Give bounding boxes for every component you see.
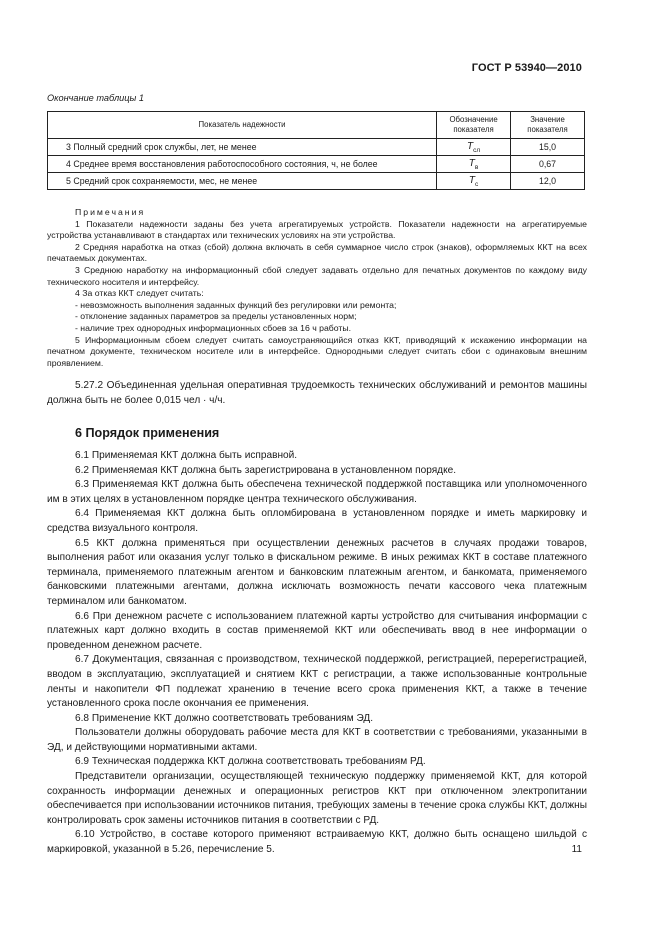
paragraph: 6.6 При денежном расчете с использованием платежной карты устройство для считывания информации с платежных карт должно входить в состав применяемой ККТ или обеспечивать ввод в нее информации о проведенном денежном расчете. [47, 610, 587, 651]
row-name: 4 Среднее время восстановления работоспособного состояния, ч, не более [48, 156, 437, 173]
row-value: 0,67 [511, 156, 585, 173]
section-title: 6 Порядок применения [75, 426, 220, 440]
row-value: 15,0 [511, 139, 585, 156]
paragraph: 6.3 Применяемая ККТ должна быть обеспечена технической поддержкой поставщика или уполномоченного им в этих целях в установленном порядке центра технического обслуживания. [47, 479, 587, 505]
paragraph: 6.2 Применяемая ККТ должна быть зарегистрирована в установленном порядке. [75, 464, 457, 476]
row-value: 12,0 [511, 173, 585, 190]
header-symbol: Обозначение показателя [437, 112, 511, 139]
paragraph-5-27-2-block [47, 379, 587, 408]
row-symbol: $T_с$ [437, 173, 511, 190]
row-symbol: $T_{сл}$ [437, 139, 511, 156]
table-notes [47, 207, 587, 369]
table-header-row [48, 112, 585, 139]
note-item: - невозможность выполнения заданных функций без регулировки или ремонта; [75, 299, 397, 310]
paragraph: 6.1 Применяемая ККТ должна быть исправной. [75, 450, 298, 461]
note-item: - отклонение заданных параметров за пределы установленных норм; [75, 311, 357, 322]
paragraph-5-27-2: 5.27.2 Объединенная удельная оперативная трудоемкость технических обслуживаний и ремонтов машины должна быть не более 0,015 чел · ч/ч. [47, 380, 587, 406]
row-name: 5 Средний срок сохраняемости, мес, не менее [48, 173, 437, 190]
note-item: 1 Показатели надежности заданы без учета агрегатируемых устройств. Показатели надежности на агрегатируемые устройства устанавливают в стандартах или технических условиях на эти устройства. [47, 218, 587, 241]
note-item: 3 Среднюю наработку на информационный сбой следует задавать отдельно для печатных документов по каждому виду технического носителя и интерфейсу. [47, 264, 587, 287]
table-row [48, 139, 585, 156]
section-6-body [47, 449, 587, 858]
table-caption: Окончание таблицы 1 [47, 93, 144, 103]
paragraph: 6.7 Документация, связанная с производством, технической поддержкой, регистрацией, перерегистрацией, вводом в эксплуатацию, эксплуатацией и снятием ККТ с регистрации, а также использованные контрольные ленты и накопители ФП подлежат хранению в течение всего срока применения ККТ, а также в течение установленного срока после окончания ее применения. [47, 654, 587, 710]
table-row [48, 173, 585, 190]
note-item: 5 Информационным сбоем следует считать самоустраняющийся отказ ККТ, приводящий к искажению информации на печатном документе, техническом носителе или в интерфейсе. Однородными следует считать сбои с одинаковым внешним проявлением. [47, 334, 587, 368]
notes-title: Примечания [75, 207, 146, 217]
page-number: 11 [571, 844, 582, 855]
header-value: Значение показателя [511, 112, 585, 139]
reliability-table [47, 111, 585, 190]
paragraph: 6.4 Применяемая ККТ должна быть опломбирована в установленном порядке и иметь маркировку и средства визуального контроля. [47, 508, 587, 534]
table-row [48, 156, 585, 173]
note-item: - наличие трех однородных информационных сбоев за 16 ч работы. [75, 322, 352, 333]
paragraph: 6.9 Техническая поддержка ККТ должна соответствовать требованиям РД. [75, 756, 426, 768]
paragraph: 6.10 Устройство, в составе которого применяют встраиваемую ККТ, должно быть оснащено шильдой с маркировкой, указанной в 5.26, перечисление 5. [47, 829, 587, 856]
note-item: 4 За отказ ККТ следует считать: [75, 288, 204, 299]
note-item: 2 Средняя наработка на отказ (сбой) должна включать в себя суммарное число строк (знаков), оформляемых ККТ на всех печатаемых документах. [47, 241, 587, 264]
paragraph: Представители организации, осуществляющей техническую поддержку применяемой ККТ, для которой сохранность информации денежных и операционных регистров ККТ при отключенном электропитании обеспечивается при использовании источников питания, требующих замены в течение срока службы ККТ, должны контролировать срок замены источников питания в соответствии с РД. [47, 771, 587, 826]
paragraph: 6.8 Применение ККТ должно соответствовать требованиям ЭД. [75, 712, 374, 724]
header-indicator: Показатель надежности [48, 112, 437, 139]
row-symbol: $T_в$ [437, 156, 511, 173]
paragraph: 6.5 ККТ должна применяться при осуществлении денежных расчетов в случаях продажи товаров, выполнения работ или оказания услуг только в фискальном режиме. В иных режимах ККТ в составе платежного терминала, применяемого платежным агентом и банковским платежным агентом, и банкомата, применяемого банковскими платежными агентами, должна исключать возможность печати кассового чека платежным терминалом или банкоматом. [47, 537, 587, 607]
standard-number: ГОСТ Р 53940—2010 [471, 62, 582, 74]
row-name: 3 Полный средний срок службы, лет, не менее [48, 139, 437, 156]
paragraph: Пользователи должны оборудовать рабочие места для ККТ в соответствии с требованиями, указанными в ЭД, и действующими нормативными актами. [47, 727, 587, 753]
